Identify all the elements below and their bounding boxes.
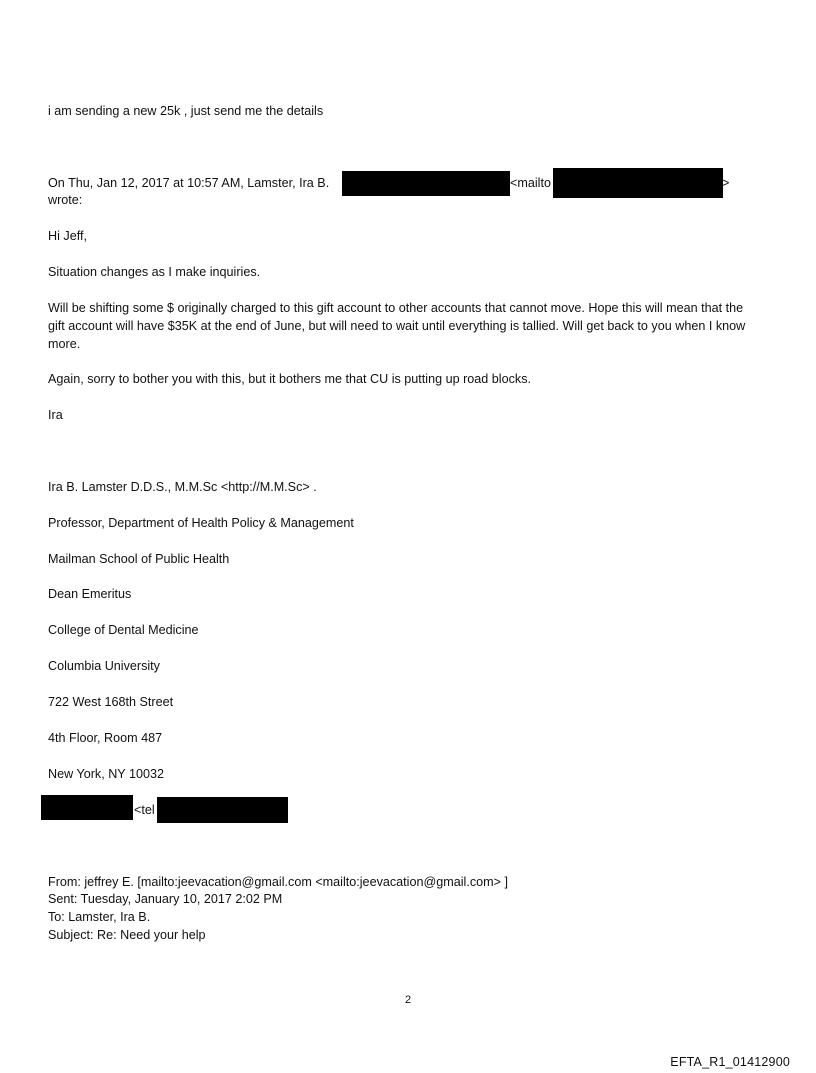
signature-line: Columbia University: [48, 659, 160, 673]
quote-paragraph-1: Situation changes as I make inquiries.: [48, 265, 261, 279]
quote-attribution: On Thu, Jan 12, 2017 at 10:57 AM, Lamster, Ira B.: [48, 176, 330, 190]
redaction-block-email-2: [553, 168, 723, 198]
reply-text: i am sending a new 25k , just send me the details: [48, 104, 324, 118]
redaction-block-email-1: [342, 171, 510, 196]
tel-prefix: <tel: [134, 803, 155, 817]
signature-line: 4th Floor, Room 487: [48, 731, 163, 745]
page-number: 2: [404, 994, 412, 1006]
close-bracket: >: [722, 176, 730, 190]
signature-line: New York, NY 10032: [48, 767, 164, 781]
signature-line: 722 West 168th Street: [48, 695, 174, 709]
header-sent: Sent: Tuesday, January 10, 2017 2:02 PM: [48, 892, 283, 906]
quote-sign-name: Ira: [48, 408, 63, 422]
signature-line: College of Dental Medicine: [48, 623, 199, 637]
header-to: To: Lamster, Ira B.: [48, 910, 151, 924]
quote-greeting: Hi Jeff,: [48, 229, 87, 243]
signature-line: Ira B. Lamster D.D.S., M.M.Sc <http://M.M.Sc> .: [48, 480, 317, 494]
header-from: From: jeffrey E. [mailto:jeevacation@gmail.com <mailto:jeevacation@gmail.com> ]: [48, 875, 508, 889]
signature-line: Mailman School of Public Health: [48, 552, 230, 566]
signature-line: Professor, Department of Health Policy & Management: [48, 516, 354, 530]
quote-paragraph-3: Again, sorry to bother you with this, but it bothers me that CU is putting up road blocks.: [48, 372, 532, 386]
bates-number: EFTA_R1_01412900: [670, 1055, 790, 1069]
signature-line: Dean Emeritus: [48, 587, 132, 601]
quote-paragraph-2: Will be shifting some $ originally charged to this gift account to other accounts that cannot move. Hope this will mean that the gift account will have $35K at the end of June, but will need to wait until everything is tallied. Will get back to you when I know more.: [48, 301, 746, 351]
redaction-block-phone-1: [41, 795, 133, 820]
mailto-prefix: <mailto: [510, 176, 551, 190]
header-subject: Subject: Re: Need your help: [48, 928, 206, 942]
redaction-block-phone-2: [157, 797, 288, 823]
quote-wrote: wrote:: [48, 193, 83, 207]
